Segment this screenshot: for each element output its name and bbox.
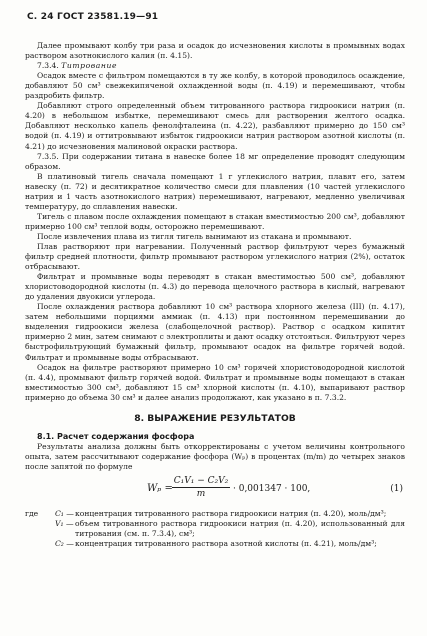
legend-prefix	[25, 539, 55, 549]
formula-rhs: · 0,001347 · 100,	[233, 483, 311, 494]
legend-symbol: C₂ —	[55, 539, 74, 549]
paragraph: Плав растворяют при нагревании. Полученный раствор фильтруют через бумажный фильтр средней плотности, фильтр промывают раствором углекислого натрия (2%), остаток отбрасывают.	[25, 241, 405, 272]
legend-prefix	[25, 519, 55, 539]
subsection-heading: 8.1. Расчет содержания фосфора	[37, 431, 195, 441]
formula-legend	[25, 509, 405, 549]
formula-denominator: m	[196, 489, 206, 500]
paragraph: Осадок вместе с фильтром помещаются в ту же колбу, в которой проводилось осаждение, добавляют 50 см³ свежекипяченой охлажденной воды (п. 4.19) и перемешивают, чтобы раздробить фильтр.	[25, 71, 405, 101]
fraction-bar	[172, 487, 230, 488]
legend-text: концентрация титрованного раствора гидроокиси натрия (п. 4.20), моль/дм³;	[75, 508, 387, 518]
paragraph: Добавляют строго определенный объем титрованного раствора гидроокиси натрия (п. 4.20) в небольшом избытке, перемешивают смесь для растворения желтого осадка. Добавляют несколько капель фенолфталеина (п. 4.22), разбавляют примерно до 150 см³ водой (п. 4.19) и оттитровывают избыток гидроокиси натрия раствором азотной кислоты (п. 4.21) до исчезновения малиновой окраски раствора.	[25, 101, 405, 151]
paragraph: В платиновый тигель сначала помещают 1 г углекислого натрия, плавят его, затем навеску (п. 72) и десятикратное количество смеси для плавления (10 частей углекислого натрия и 1 часть азотнокислого натрия) перемешивают, нагревают, медленно увеличивая температуру, до сплавления навески.	[25, 171, 405, 211]
paragraph: После охлаждения раствора добавляют 10 см³ раствора хлорного железа (III) (п. 4.17), затем небольшими порциями аммиак (п. 4.13) при постоянном перемешивании до выделения гидроокиси железа (слабощелочной раствор). Раствор с осадком кипятят примерно 2 мин, затем снимают с электроплиты и дают осадку отстояться. Фильтруют через быстрофильтрующий бумажный фильтр, промывают осадок на фильтре горячей водой. Фильтрат и промывные воды отбрасывают.	[25, 302, 405, 362]
legend-prefix: где	[25, 508, 39, 518]
legend-symbol: C₁ —	[55, 508, 74, 518]
paragraph: Результаты анализа должны быть откорректированы с учетом величины контрольного опыта, затем рассчитывают содержание фосфора (Wₚ) в процентах (m/m) до четырех знаков после запятой по формуле	[25, 441, 405, 471]
paragraph: Фильтрат и промывные воды переводят в стакан вместимостью 500 см³, добавляют хлористоводородной кислоты (п. 4.3) до перевода щелочного раствора в кислый, нагревают до удаления двуокиси углерода.	[25, 272, 405, 302]
paragraph: Далее промывают колбу три раза и осадок до исчезновения кислоты в промывных водах раствором азотнокислого калия (п. 4.15).	[25, 41, 405, 61]
formula	[25, 475, 405, 505]
clause-number: 7.3.4.	[37, 61, 59, 71]
legend-text: объем титрованного раствора гидроокиси натрия (п. 4.20), использованный для титрования (см. п. 7.3.4), см³;	[75, 519, 405, 539]
paragraph: 7.3.5. При содержании титана в навеске более 18 мг определение проводят следующим образом.	[25, 151, 405, 171]
legend-symbol: V₁ —	[55, 519, 74, 529]
formula-lhs: Wₚ =	[147, 482, 173, 494]
paragraph: После извлечения плава из тигля тигель вынимают из стакана и промывают.	[37, 231, 352, 241]
clause-title: Титрование	[61, 61, 118, 71]
run-in-heading	[37, 61, 405, 71]
formula-number: (1)	[390, 483, 403, 494]
legend-text: концентрация титрованного раствора азотной кислоты (п. 4.21), моль/дм³;	[75, 539, 377, 549]
paragraph: Осадок на фильтре растворяют примерно 10 см³ горячей хлористоводородной кислотой (п. 4.4), промывают фильтр горячей водой. Фильтрат и промывные воды помещают в стакан вместимостью 300 см³, добавляют 15 см³ хлорной кислоты (п. 4.10), выпаривают раствор примерно до объема 30 см³ и далее анализ продолжают, как указано в п. 7.3.2.	[25, 362, 405, 402]
paragraph: Тигель с плавом после охлаждения помещают в стакан вместимостью 200 см³, добавляют примерно 100 см³ теплой воды, осторожно перемешивают.	[25, 211, 405, 231]
section-heading: 8. ВЫРАЖЕНИЕ РЕЗУЛЬТАТОВ	[134, 412, 296, 424]
formula-numerator: C₁V₁ − C₂V₂	[173, 475, 229, 486]
formula-fraction	[172, 476, 230, 499]
page-header: С. 24 ГОСТ 23581.19—91	[27, 12, 159, 22]
